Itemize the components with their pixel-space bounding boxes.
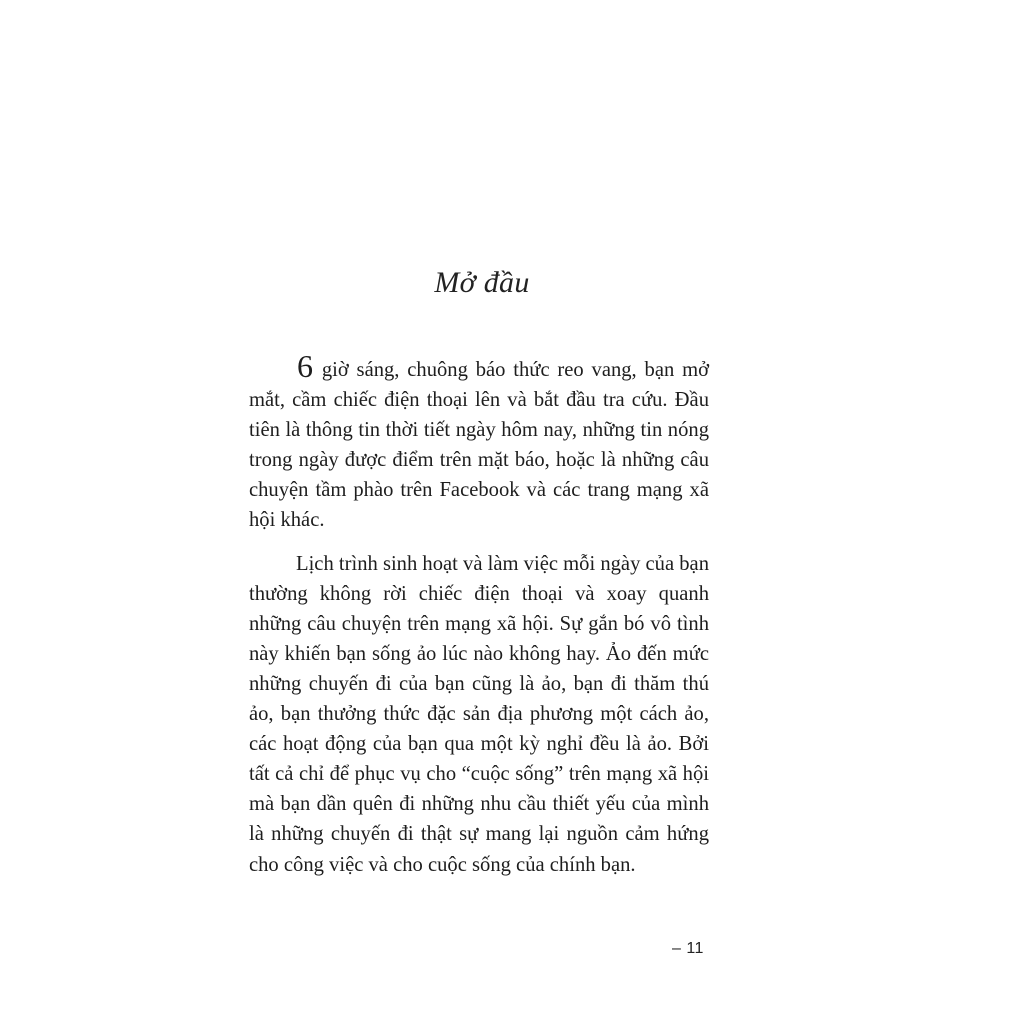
page-number: – 11 xyxy=(672,940,704,957)
chapter-title: Mở đầu xyxy=(434,266,530,300)
chapter-body xyxy=(249,348,709,880)
large-first-numeral: 6 xyxy=(297,348,313,384)
paragraph-1-text: giờ sáng, chuông báo thức reo vang, bạn mở mắt, cầm chiếc điện thoại lên và bắt đầu tra cứu. Đầu tiên là thông tin thời tiết ngày hôm nay, những tin nóng trong ngày được điểm trên mặt báo, hoặc là những câu chuyện tầm phào trên Facebook và các trang mạng xã hội khác. xyxy=(249,359,709,532)
paragraph-2: Lịch trình sinh hoạt và làm việc mỗi ngày của bạn thường không rời chiếc điện thoại và xoay quanh những câu chuyện trên mạng xã hội. Sự gắn bó vô tình này khiến bạn sống ảo lúc nào không hay. Ảo đến mức những chuyến đi của bạn cũng là ảo, bạn đi thăm thú ảo, bạn thưởng thức đặc sản địa phương một cách ảo, các hoạt động của bạn qua một kỳ nghỉ đều là ảo. Bởi tất cả chỉ để phục vụ cho “cuộc sống” trên mạng xã hội mà bạn dần quên đi những nhu cầu thiết yếu của mình là những chuyến đi thật sự mang lại nguồn cảm hứng cho công việc và cho cuộc sống của chính bạn. xyxy=(249,552,709,876)
paragraph-1 xyxy=(249,348,709,536)
